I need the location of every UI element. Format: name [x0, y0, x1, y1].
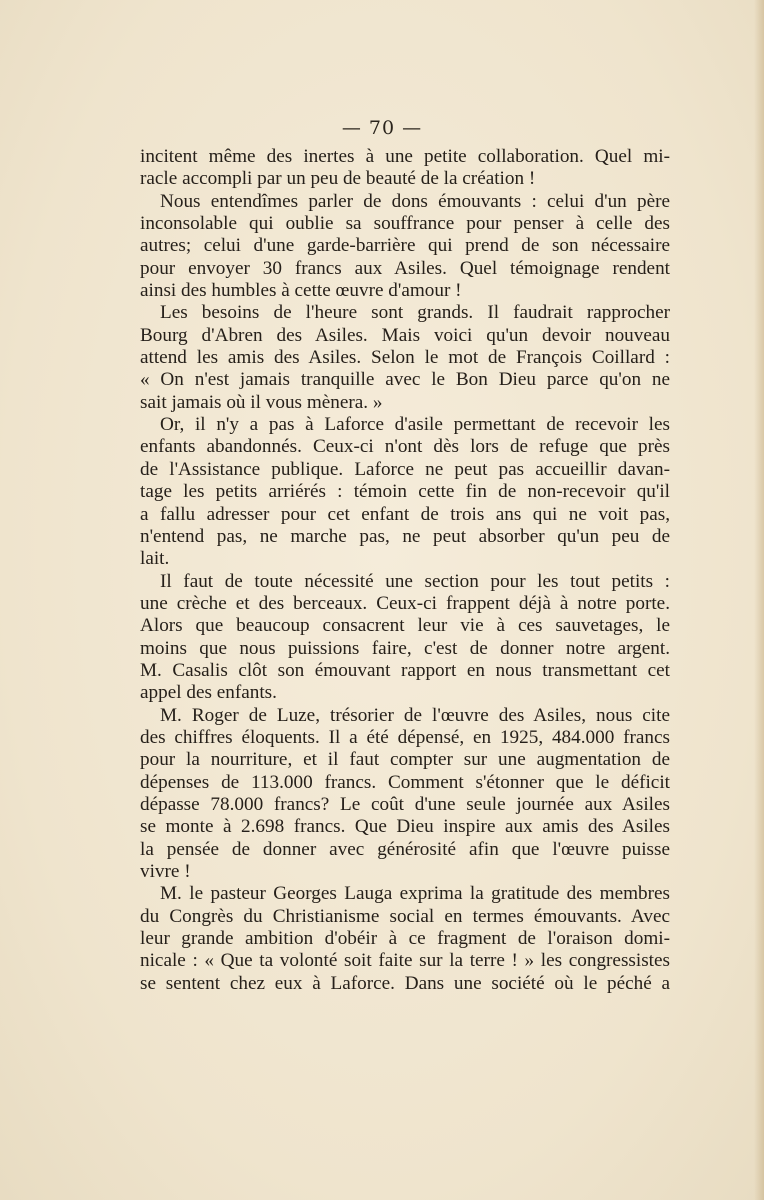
text-line: M. Roger de Luze, trésorier de l'œuvre des Asiles, nous cite: [160, 704, 670, 726]
text-line: inconsolable qui oublie sa souffrance pour penser à celle des: [140, 213, 670, 235]
text-line: moins que nous puissions faire, c'est de donner notre argent.: [140, 637, 670, 659]
text-line: de l'Assistance publique. Laforce ne peut pas accueillir davan-: [140, 458, 670, 480]
text-line: dépenses de 113.000 francs. Comment s'étonner que le déficit: [140, 771, 670, 793]
text-line: sait jamais où il vous mènera. »: [140, 391, 383, 413]
text-line: tage les petits arriérés : témoin cette fin de non-recevoir qu'il: [140, 481, 670, 503]
text-line: lait.: [140, 548, 170, 570]
text-line: racle accompli par un peu de beauté de la création !: [140, 168, 536, 190]
text-line: leur grande ambition d'obéir à ce fragment de l'oraison domi-: [140, 928, 670, 950]
text-line: pour la nourriture, et il faut compter sur une augmentation de: [140, 749, 670, 771]
text-line: ainsi des humbles à cette œuvre d'amour !: [140, 280, 462, 302]
page-number: — 70 —: [341, 117, 423, 139]
text-line: enfants abandonnés. Ceux-ci n'ont dès lors de refuge que près: [140, 436, 670, 458]
text-line: se monte à 2.698 francs. Que Dieu inspire aux amis des Asiles: [140, 816, 670, 838]
text-line: des chiffres éloquents. Il a été dépensé, en 1925, 484.000 francs: [140, 726, 670, 748]
text-line: a fallu adresser pour cet enfant de trois ans qui ne voit pas,: [140, 503, 670, 525]
text-line: se sentent chez eux à Laforce. Dans une société où le péché a: [140, 972, 670, 994]
text-line: une crèche et des berceaux. Ceux-ci frappent déjà à notre porte.: [140, 592, 670, 614]
text-line: attend les amis des Asiles. Selon le mot de François Coillard :: [140, 347, 670, 369]
text-line: Il faut de toute nécessité une section pour les tout petits :: [160, 570, 670, 592]
text-line: incitent même des inertes à une petite collaboration. Quel mi-: [140, 146, 670, 167]
text-line: Or, il n'y a pas à Laforce d'asile permettant de recevoir les: [160, 414, 670, 436]
text-line: du Congrès du Christianisme social en termes émouvants. Avec: [140, 905, 670, 927]
text-line: nicale : « Que ta volonté soit faite sur la terre ! » les congressistes: [140, 950, 670, 972]
text-line: vivre !: [140, 861, 191, 882]
text-line: Bourg d'Abren des Asiles. Mais voici qu'un devoir nouveau: [140, 324, 670, 346]
text-line: dépasse 78.000 francs? Le coût d'une seule journée aux Asiles: [140, 793, 670, 815]
text-line: appel des enfants.: [140, 682, 277, 704]
text-line: la pensée de donner avec générosité afin que l'œuvre puisse: [140, 838, 670, 860]
text-line: M. Casalis clôt son émouvant rapport en nous transmettant cet: [140, 659, 670, 681]
text-line: Alors que beaucoup consacrent leur vie à ces sauvetages, le: [140, 615, 670, 637]
text-line: Les besoins de l'heure sont grands. Il faudrait rapprocher: [160, 302, 670, 324]
text-line: Nous entendîmes parler de dons émouvants : celui d'un père: [160, 190, 670, 212]
text-line: n'entend pas, ne marche pas, ne peut absorber qu'un peu de: [140, 525, 670, 547]
text-line: M. le pasteur Georges Lauga exprima la gratitude des membres: [160, 883, 670, 905]
text-line: « On n'est jamais tranquille avec le Bon Dieu parce qu'on ne: [140, 369, 670, 391]
text-line: autres; celui d'une garde-barrière qui prend de son nécessaire: [140, 235, 670, 257]
text-line: pour envoyer 30 francs aux Asiles. Quel témoignage rendent: [140, 257, 670, 279]
body-text: [140, 146, 670, 995]
page-edge-shadow: [754, 0, 764, 1200]
